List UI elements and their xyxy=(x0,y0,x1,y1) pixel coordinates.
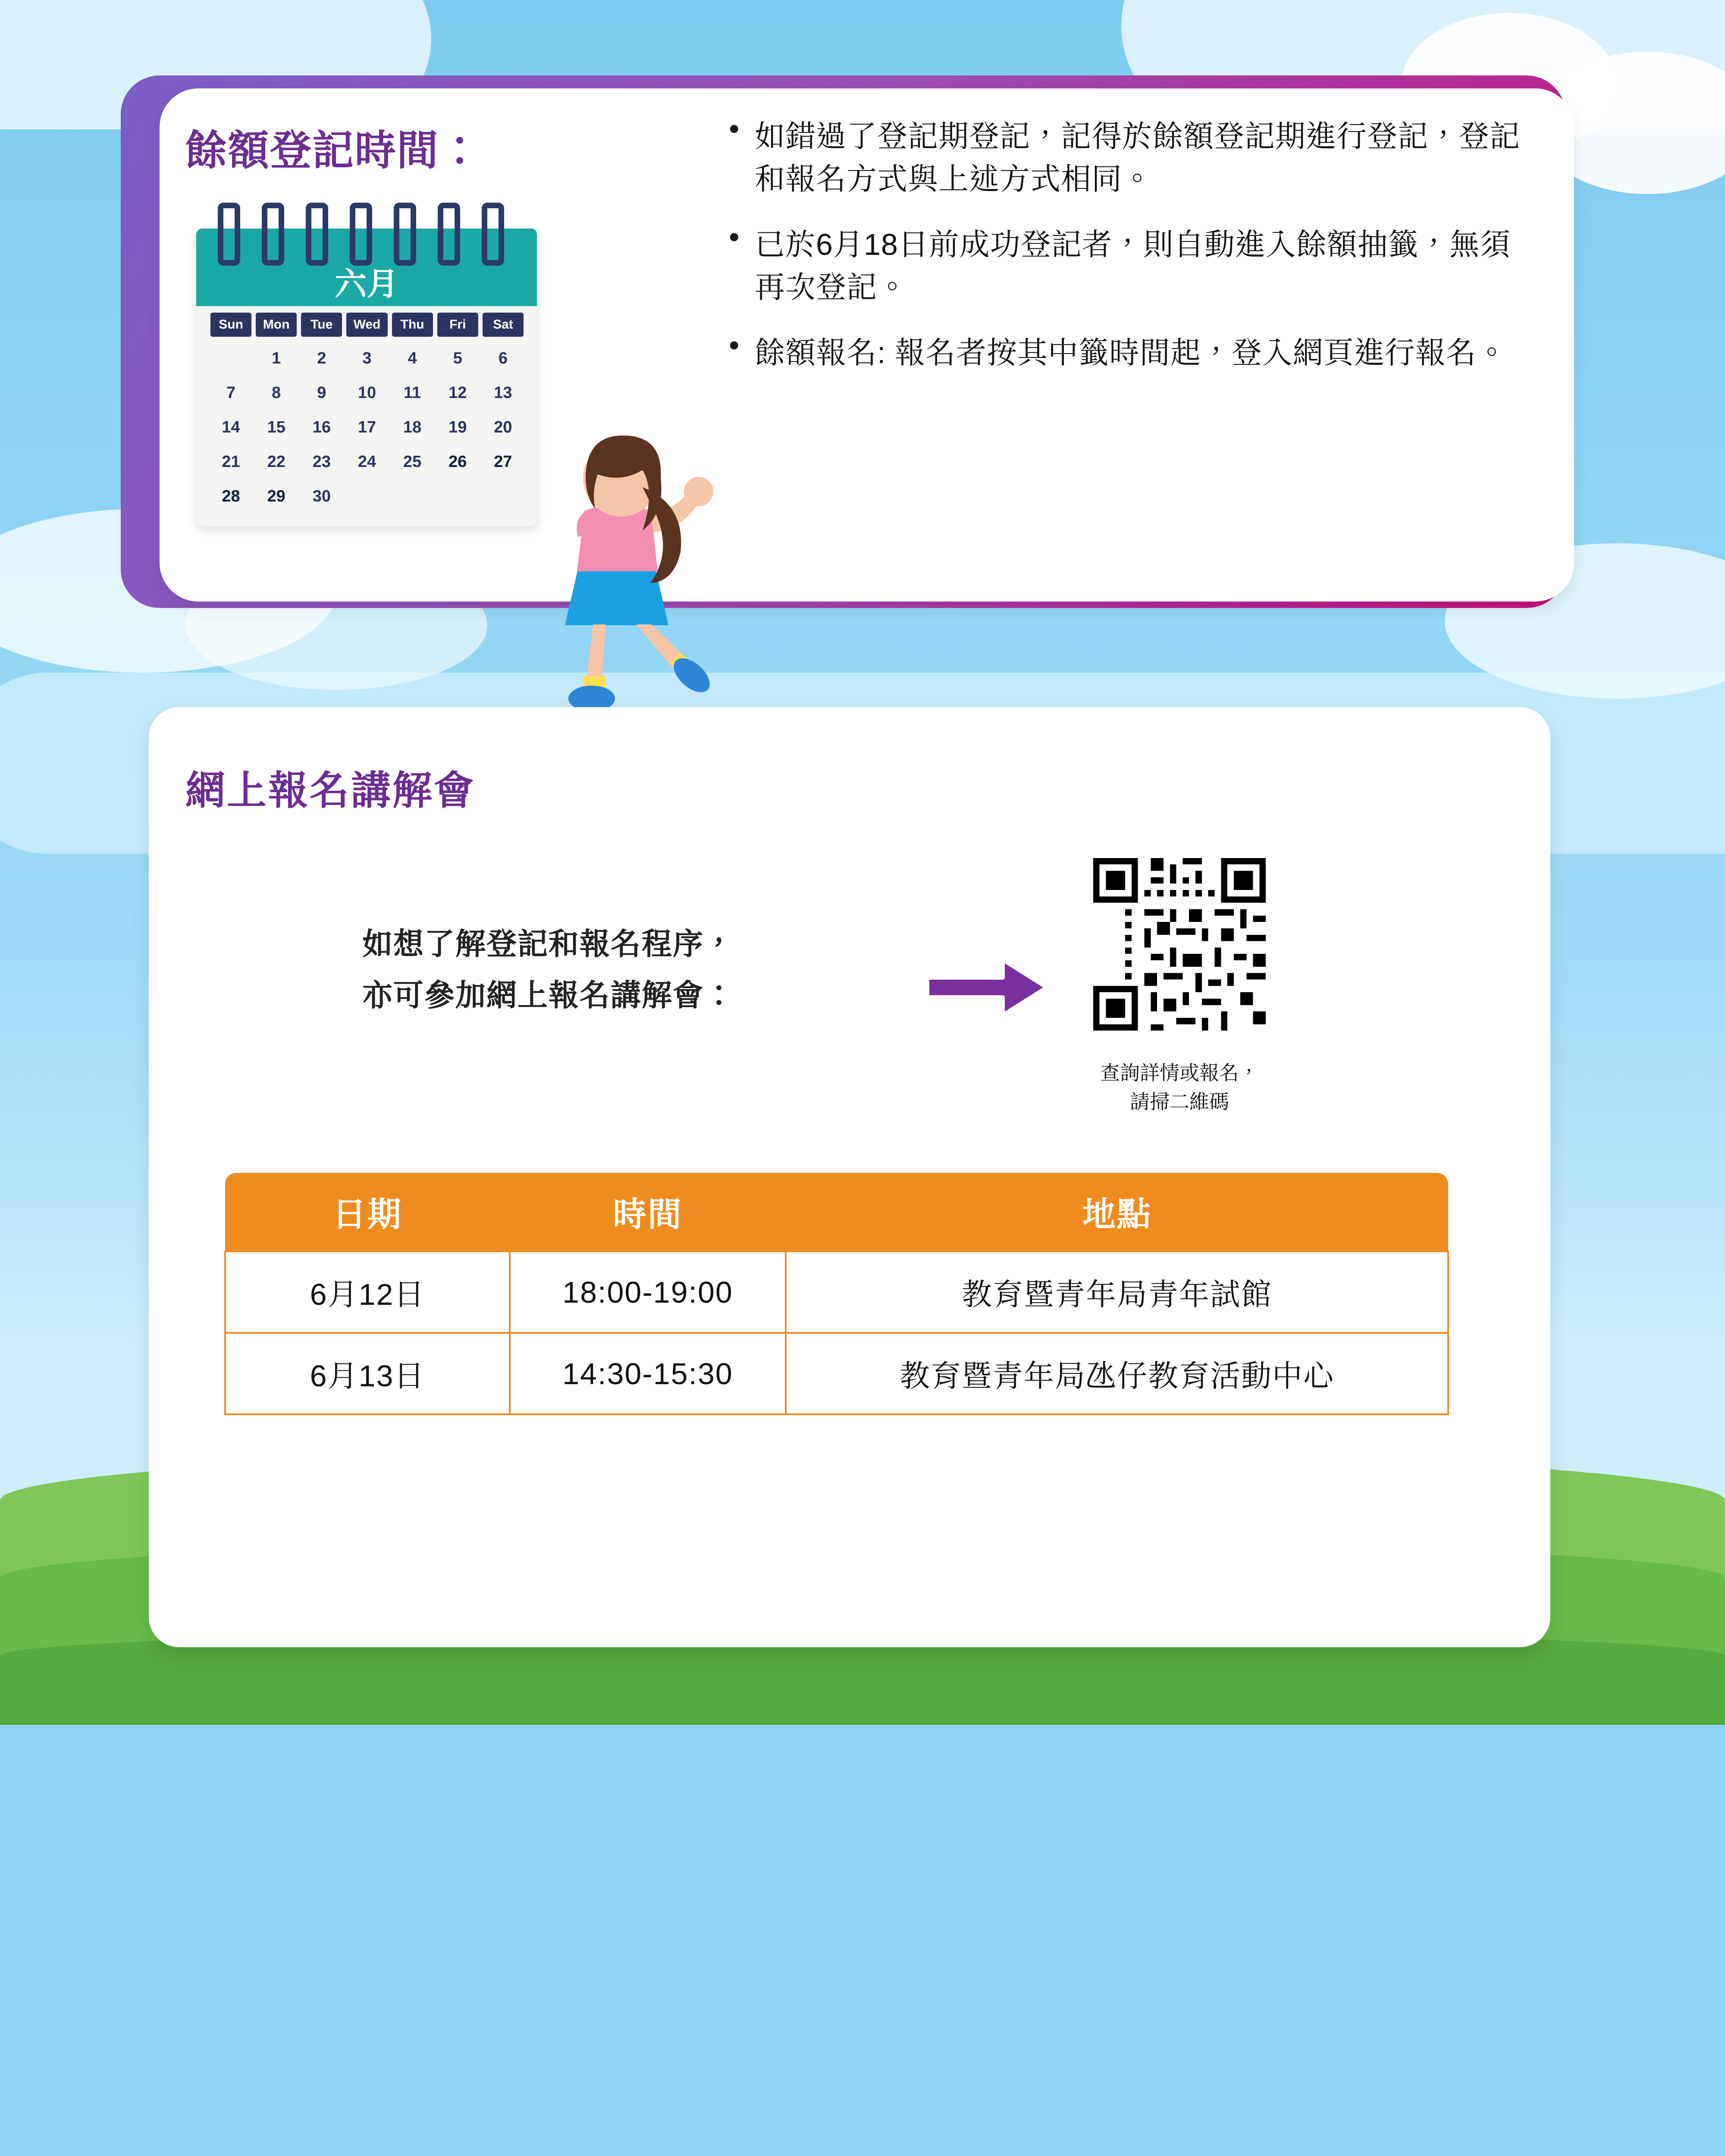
column-header-date: 日期 xyxy=(225,1173,510,1251)
calendar-month-label: 六月 xyxy=(335,266,398,302)
arrow-right-icon xyxy=(923,951,1052,1024)
calendar-day-24: 24 xyxy=(358,453,376,471)
calendar-day-4: 4 xyxy=(408,349,417,367)
calendar-day-6: 6 xyxy=(498,349,508,367)
promo-line-2: 亦可參加網上報名講解會： xyxy=(362,978,735,1012)
balance-section-title: 餘額登記時間： xyxy=(185,128,481,174)
calendar-ring xyxy=(350,203,372,266)
calendar-day-3: 3 xyxy=(362,349,372,367)
calendar-weekday: Tue xyxy=(301,313,342,337)
list-item xyxy=(729,112,1540,201)
calendar-day-20: 20 xyxy=(494,418,512,436)
list-item xyxy=(729,328,1540,374)
table-header-row xyxy=(225,1173,1448,1251)
cell-venue: 教育暨青年局青年試館 xyxy=(786,1251,1448,1333)
calendar-day-27: 27 xyxy=(480,448,526,475)
calendar-day-18: 18 xyxy=(403,418,422,436)
calendar-day-1: 1 xyxy=(272,349,281,367)
calendar-weekday: Wed xyxy=(346,313,387,337)
calendar-weekday: Mon xyxy=(256,313,297,337)
calendar-day-19: 19 xyxy=(448,418,467,436)
calendar-day-30: 30 xyxy=(312,487,331,505)
calendar-day-13: 13 xyxy=(494,384,512,402)
bullet-text: 已於6月18日前成功登記者，則自動進入餘額抽籤，無須再次登記。 xyxy=(755,227,1511,304)
calendar-day-21: 21 xyxy=(222,453,240,471)
calendar-day-10: 10 xyxy=(358,384,376,402)
balance-bullet-list xyxy=(729,112,1540,397)
promo-line-1: 如想了解登記和報名程序， xyxy=(362,927,735,961)
calendar-ring xyxy=(394,203,416,266)
calendar-day-16: 16 xyxy=(312,418,331,436)
calendar-ring xyxy=(306,203,328,266)
list-item xyxy=(729,219,1540,309)
qr-caption-line-1: 查詢詳情或報名， xyxy=(1100,1062,1259,1084)
calendar-day-empty xyxy=(208,345,254,372)
girl-illustration xyxy=(513,423,737,724)
calendar-day-23: 23 xyxy=(312,453,331,471)
cell-time: 18:00-19:00 xyxy=(510,1251,786,1333)
calendar-day-15: 15 xyxy=(267,418,285,436)
bullet-marker-icon: • xyxy=(729,219,740,254)
qr-caption xyxy=(1035,1059,1324,1116)
calendar-days-grid xyxy=(208,345,526,510)
calendar-ring xyxy=(218,203,240,266)
qr-caption-line-2: 請掃二維碼 xyxy=(1130,1090,1229,1113)
schedule-table xyxy=(224,1173,1449,1415)
cell-date: 6月13日 xyxy=(225,1333,510,1414)
calendar-illustration xyxy=(196,203,537,526)
cell-time: 14:30-15:30 xyxy=(510,1333,786,1414)
cell-venue: 教育暨青年局氹仔教育活動中心 xyxy=(786,1333,1448,1414)
calendar-weekday: Thu xyxy=(392,313,433,337)
calendar-day-22: 22 xyxy=(267,453,285,471)
bullet-text: 如錯過了登記期登記，記得於餘額登記期進行登記，登記和報名方式與上述方式相同。 xyxy=(755,119,1520,196)
calendar-day-empty xyxy=(390,483,435,510)
promo-text xyxy=(362,918,735,1021)
calendar-ring xyxy=(482,203,504,266)
column-header-venue: 地點 xyxy=(786,1173,1448,1251)
bullet-marker-icon: • xyxy=(729,328,740,362)
cell-date: 6月12日 xyxy=(225,1251,510,1333)
online-section-title: 網上報名講解會 xyxy=(185,769,476,813)
calendar-weekday: Sun xyxy=(210,313,251,337)
calendar-weekday: Fri xyxy=(437,313,478,337)
calendar-day-empty xyxy=(344,483,389,510)
calendar-day-11: 11 xyxy=(404,384,421,402)
calendar-day-8: 8 xyxy=(272,384,281,402)
calendar-day-28: 28 xyxy=(208,483,254,510)
calendar-weekday: Sat xyxy=(483,313,524,337)
calendar-day-17: 17 xyxy=(358,418,376,436)
calendar-day-2: 2 xyxy=(317,349,326,367)
calendar-day-14: 14 xyxy=(222,418,240,436)
calendar-ring xyxy=(438,203,460,266)
calendar-day-12: 12 xyxy=(448,384,467,402)
table-row xyxy=(225,1333,1448,1414)
calendar-day-9: 9 xyxy=(317,384,326,402)
bullet-text: 餘額報名: 報名者按其中籤時間起，登入網頁進行報名。 xyxy=(755,335,1507,370)
calendar-day-empty xyxy=(435,483,480,510)
calendar-day-25: 25 xyxy=(403,453,422,471)
calendar-weekday-row xyxy=(208,313,526,337)
qr-code[interactable] xyxy=(1087,852,1272,1037)
calendar-day-7: 7 xyxy=(226,384,236,402)
bullet-marker-icon: • xyxy=(729,112,740,145)
table-row xyxy=(225,1251,1448,1333)
calendar-day-29: 29 xyxy=(254,483,299,510)
calendar-day-26: 26 xyxy=(435,448,480,475)
calendar-ring xyxy=(262,203,284,266)
calendar-day-5: 5 xyxy=(453,349,462,367)
column-header-time: 時間 xyxy=(510,1173,786,1251)
